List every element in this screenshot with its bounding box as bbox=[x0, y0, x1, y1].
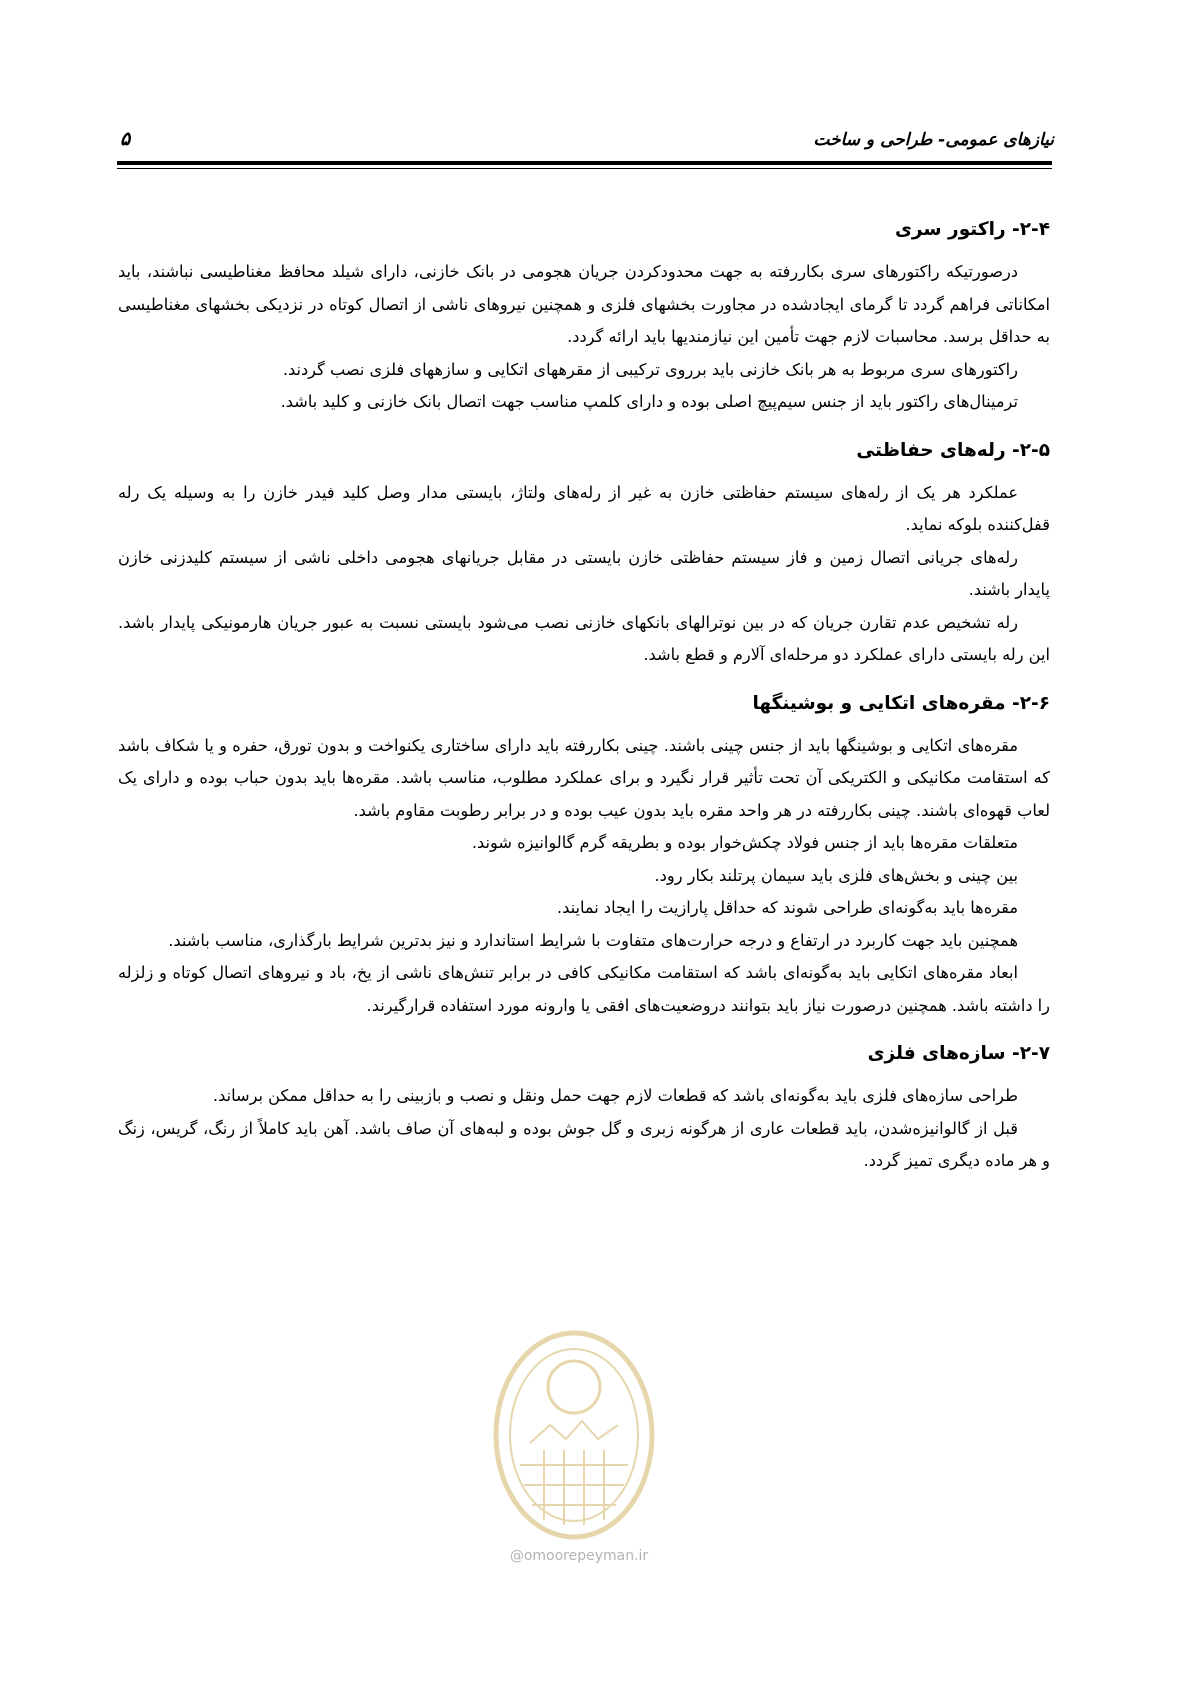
paragraph: راکتورهای سری مربوط به هر بانک خازنی باید برروی ترکیبی از مقرههای اتکایی و سازههای فلزی نصب گردند. bbox=[282, 359, 1018, 379]
paragraph: رله تشخیص عدم تقارن جریان که در بین نوترالهای بانکهای خازنی نصب می‌شود بایستی نسبت به عبور جریان هارمونیکی پایدار باشد. این رله بایستی دارای عملکرد دو مرحله‌ای آلارم و قطع باشد. bbox=[118, 612, 1050, 664]
paragraph: همچنین باید جهت کاربرد در ارتفاع و درجه حرارت‌های متفاوت با شرایط استاندارد و نیز بدترین شرایط بارگذاری، مناسب باشند. bbox=[168, 930, 1018, 950]
paragraph: مقره‌ها باید به‌گونه‌ای طراحی شوند که حداقل پارازیت را ایجاد نمایند. bbox=[556, 898, 1018, 917]
watermark-url: @omoorepeyman.ir bbox=[509, 1548, 649, 1564]
paragraph: متعلقات مقره‌ها باید از جنس فولاد چکش‌خوار بوده و بطریقه گرم گالوانیزه شوند. bbox=[471, 833, 1018, 852]
paragraph: ابعاد مقره‌های اتکایی باید به‌گونه‌ای باشد که استقامت مکانیکی کافی در برابر تنش‌های ناشی از یخ، باد و نیروهای اتصال کوتاه و زلزله را داشته باشد. همچنین درصورت نیاز باید بتوانند دروضعیت‌های افقی یا وارونه مورد استفاده قرارگیرند. bbox=[118, 963, 1050, 1015]
section-heading: ۲-۴- راکتور سری bbox=[894, 219, 1050, 240]
section-heading: ۲-۶- مقره‌های اتکایی و بوشینگها bbox=[752, 692, 1050, 714]
section-insulators-bushings bbox=[118, 688, 1050, 1023]
section-heading: ۲-۵- رله‌های حفاظتی bbox=[856, 439, 1050, 461]
section-series-reactor bbox=[118, 214, 1050, 419]
header-rule-thin bbox=[117, 168, 1052, 169]
section-metal-structures bbox=[118, 1038, 1050, 1178]
paragraph: ترمینال‌های راکتور باید از جنس سیم‌پیچ اصلی بوده و دارای کلمپ مناسب جهت اتصال بانک خازنی و کلید باشد. bbox=[280, 392, 1018, 411]
paragraph: مقره‌های اتکایی و بوشینگها باید از جنس چینی باشند. چینی بکاررفته باید دارای ساختاری یکنواخت و بدون تورق، حفره و یا شکاف باشد که استقامت مکانیکی و الکتریکی آن تحت تأثیر قرار نگیرد و برای عملکرد مطلوب، مناسب باشد. مقره‌ها باید بدون حباب بوده و دارای یک لعاب قهوه‌ای باشند. چینی بکاررفته در هر واحد مقره باید بدون عیب بوده و در برابر رطوبت مقاوم باشد. bbox=[118, 735, 1050, 820]
running-header-title: نیازهای عمومی- طراحی و ساخت bbox=[813, 130, 1054, 150]
page-number: ۵ bbox=[120, 128, 131, 150]
section-protective-relays bbox=[118, 435, 1050, 672]
paragraph: عملکرد هر یک از رله‌های سیستم حفاظتی خازن به غیر از رله‌های ولتاژ، بایستی مدار وصل کلید فیدر خازن را به وسیله یک رله قفل‌کننده بلوکه نماید. bbox=[118, 482, 1050, 534]
body-content bbox=[118, 214, 1050, 1194]
watermark-logo bbox=[490, 1325, 658, 1545]
header-rule-thick bbox=[117, 161, 1052, 165]
paragraph: بین چینی و بخش‌های فلزی باید سیمان پرتلند بکار رود. bbox=[654, 865, 1018, 885]
paragraph: درصورتیکه راکتورهای سری بکاررفته به جهت محدودکردن جریان هجومی در بانک خازنی، دارای شیلد محافظ مغناطیسی نباشند، باید امکاناتی فراهم گردد تا گرمای ایجادشده در مجاورت بخشهای فلزی و همچنین نیروهای ناشی از اتصال کوتاه در نزدیکی بخشهای مغناطیسی به حداقل برسد. محاسبات لازم جهت تأمین این نیازمندیها باید ارائه گردد. bbox=[118, 262, 1050, 346]
section-heading: ۲-۷- سازه‌های فلزی bbox=[867, 1043, 1050, 1064]
paragraph: طراحی سازه‌های فلزی باید به‌گونه‌ای باشد که قطعات لازم جهت حمل ونقل و نصب و بازبینی را به حداقل ممکن برساند. bbox=[212, 1086, 1018, 1105]
paragraph: رله‌های جریانی اتصال زمین و فاز سیستم حفاظتی خازن بایستی در مقابل جریانهای هجومی داخلی ناشی از سیستم کلیدزنی خازن پایدار باشند. bbox=[118, 547, 1050, 599]
paragraph: قبل از گالوانیزه‌شدن، باید قطعات عاری از هرگونه زبری و گل جوش بوده و لبه‌های آن صاف باشد. آهن باید کاملاً از رنگ، گریس، زنگ و هر ماده دیگری تمیز گردد. bbox=[118, 1118, 1050, 1170]
